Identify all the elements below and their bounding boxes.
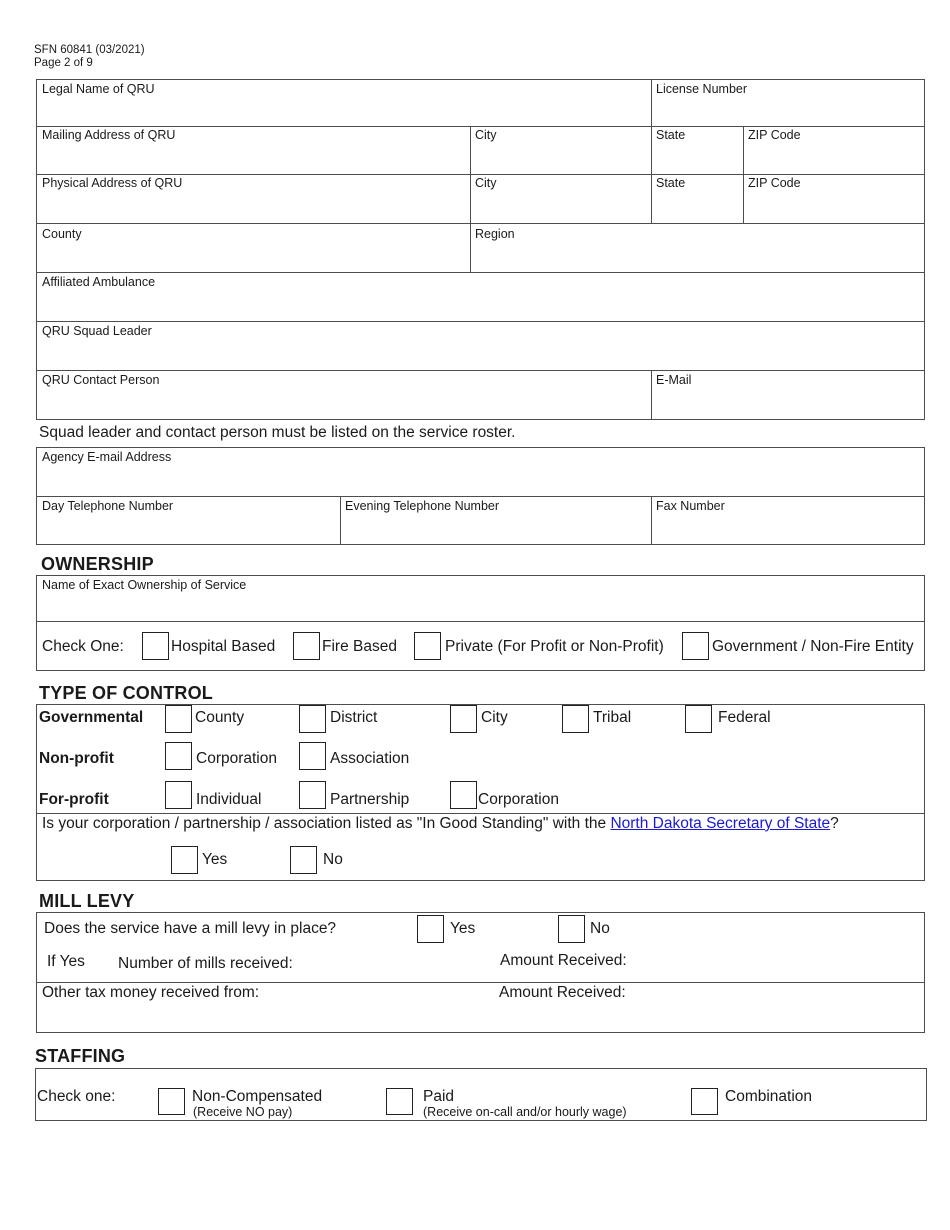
other-tax-label: Other tax money received from: [42,984,260,1001]
region-input[interactable] [474,245,923,269]
email-input[interactable] [655,392,924,416]
license-number-input[interactable] [655,100,924,124]
contact-person-input[interactable] [40,392,649,416]
email-label: E-Mail [656,373,692,387]
fax-input[interactable] [655,518,924,542]
fp-individual-checkbox[interactable] [165,781,192,809]
affiliated-ambulance-input[interactable] [40,294,924,318]
gov-federal-checkbox[interactable] [685,705,712,733]
mill-levy-yes-label: Yes [450,920,476,937]
physical-state-input[interactable] [655,196,743,220]
agency-email-label: Agency E-mail Address [42,450,172,464]
np-association-checkbox[interactable] [299,742,326,770]
squad-leader-label: QRU Squad Leader [42,324,152,338]
staffing-title: STAFFING [35,1046,126,1066]
gov-district-label: District [330,709,378,726]
fp-corporation-label: Corporation [478,791,559,808]
fp-partnership-label: Partnership [330,791,410,808]
mill-levy-yes-checkbox[interactable] [417,915,444,943]
mailing-zip-input[interactable] [747,147,923,171]
fire-based-checkbox[interactable] [293,632,320,660]
ownership-name-input[interactable] [40,596,924,620]
other-tax-input[interactable] [40,1005,494,1029]
mill-levy-no-checkbox[interactable] [558,915,585,943]
private-label: Private (For Profit or Non-Profit) [445,638,664,655]
mill-levy-no-label: No [590,920,610,937]
amount-received-input-2[interactable] [499,1005,923,1029]
physical-city-input[interactable] [474,196,650,220]
good-standing-question [42,815,839,833]
mills-received-label: Number of mills received: [118,955,293,972]
form-number: SFN 60841 (03/2021) [34,44,145,56]
day-phone-label: Day Telephone Number [42,499,174,513]
mailing-address-input[interactable] [40,147,469,171]
control-title: TYPE OF CONTROL [39,683,213,703]
ownership-name-label: Name of Exact Ownership of Service [42,578,247,592]
ownership-title: OWNERSHIP [41,554,154,574]
physical-address-label: Physical Address of QRU [42,176,183,190]
fp-individual-label: Individual [196,791,262,808]
evening-phone-label: Evening Telephone Number [345,499,500,513]
government-label: Government / Non-Fire Entity [712,638,914,655]
non-compensated-checkbox[interactable] [158,1088,185,1115]
fp-partnership-checkbox[interactable] [299,781,326,809]
governmental-label: Governmental [39,709,144,726]
standing-no-checkbox[interactable] [290,846,317,874]
gov-federal-label: Federal [718,709,771,726]
day-phone-input[interactable] [40,518,339,542]
standing-no-label: No [323,851,343,868]
staffing-check-one: Check one: [37,1088,116,1105]
combination-label: Combination [725,1088,813,1105]
non-compensated-label: Non-Compensated [192,1088,323,1105]
mailing-city-label: City [475,128,497,142]
np-corporation-checkbox[interactable] [165,742,192,770]
license-number-label: License Number [656,82,748,96]
roster-note: Squad leader and contact person must be listed on the service roster. [39,424,516,441]
page-number: Page 2 of 9 [34,57,93,69]
gov-tribal-label: Tribal [593,709,632,726]
private-checkbox[interactable] [414,632,441,660]
good-standing-question-end: ? [830,815,839,832]
amount-received-label: Amount Received: [500,952,627,969]
np-corporation-label: Corporation [196,750,277,767]
physical-city-label: City [475,176,497,190]
county-label: County [42,227,82,241]
amount-received-label-2: Amount Received: [499,984,626,1001]
non-compensated-sub: (Receive NO pay) [193,1105,293,1119]
mill-levy-question: Does the service have a mill levy in place? [44,920,337,937]
physical-address-input[interactable] [40,196,469,220]
forprofit-label: For-profit [39,791,109,808]
fire-based-label: Fire Based [322,638,397,655]
np-association-label: Association [330,750,410,767]
nonprofit-label: Non-profit [39,750,114,767]
physical-zip-label: ZIP Code [748,176,801,190]
physical-state-label: State [656,176,686,190]
mailing-state-label: State [656,128,686,142]
gov-county-checkbox[interactable] [165,705,192,733]
good-standing-question-text: Is your corporation / partnership / association listed as "In Good Standing" with the [42,815,611,832]
hospital-based-checkbox[interactable] [142,632,169,660]
affiliated-ambulance-label: Affiliated Ambulance [42,275,156,289]
mailing-state-input[interactable] [655,147,743,171]
mailing-zip-label: ZIP Code [748,128,801,142]
gov-city-checkbox[interactable] [450,705,477,733]
mailing-city-input[interactable] [474,147,650,171]
fp-corporation-checkbox[interactable] [450,781,477,809]
region-label: Region [475,227,515,241]
legal-name-input[interactable] [40,100,649,124]
mill-levy-title: MILL LEVY [39,891,135,911]
standing-yes-checkbox[interactable] [171,846,198,874]
mailing-address-label: Mailing Address of QRU [42,128,176,142]
county-input[interactable] [40,245,469,269]
gov-tribal-checkbox[interactable] [562,705,589,733]
standing-yes-label: Yes [202,851,228,868]
agency-email-input[interactable] [40,469,924,493]
ownership-check-one: Check One: [42,638,124,655]
evening-phone-input[interactable] [344,518,650,542]
hospital-based-label: Hospital Based [171,638,276,655]
gov-city-label: City [481,709,508,726]
gov-county-label: County [195,709,245,726]
legal-name-label: Legal Name of QRU [42,82,155,96]
amount-received-input[interactable] [630,951,919,975]
if-yes-label: If Yes [47,953,85,970]
paid-label: Paid [423,1088,455,1105]
gov-district-checkbox[interactable] [299,705,326,733]
mills-received-input[interactable] [295,953,489,977]
secretary-of-state-link[interactable]: North Dakota Secretary of State [610,815,831,832]
squad-leader-input[interactable] [40,343,924,367]
fax-label: Fax Number [656,499,725,513]
government-checkbox[interactable] [682,632,709,660]
contact-person-label: QRU Contact Person [42,373,160,387]
combination-checkbox[interactable] [691,1088,718,1115]
physical-zip-input[interactable] [747,196,923,220]
paid-checkbox[interactable] [386,1088,413,1115]
paid-sub: (Receive on-call and/or hourly wage) [423,1105,627,1119]
